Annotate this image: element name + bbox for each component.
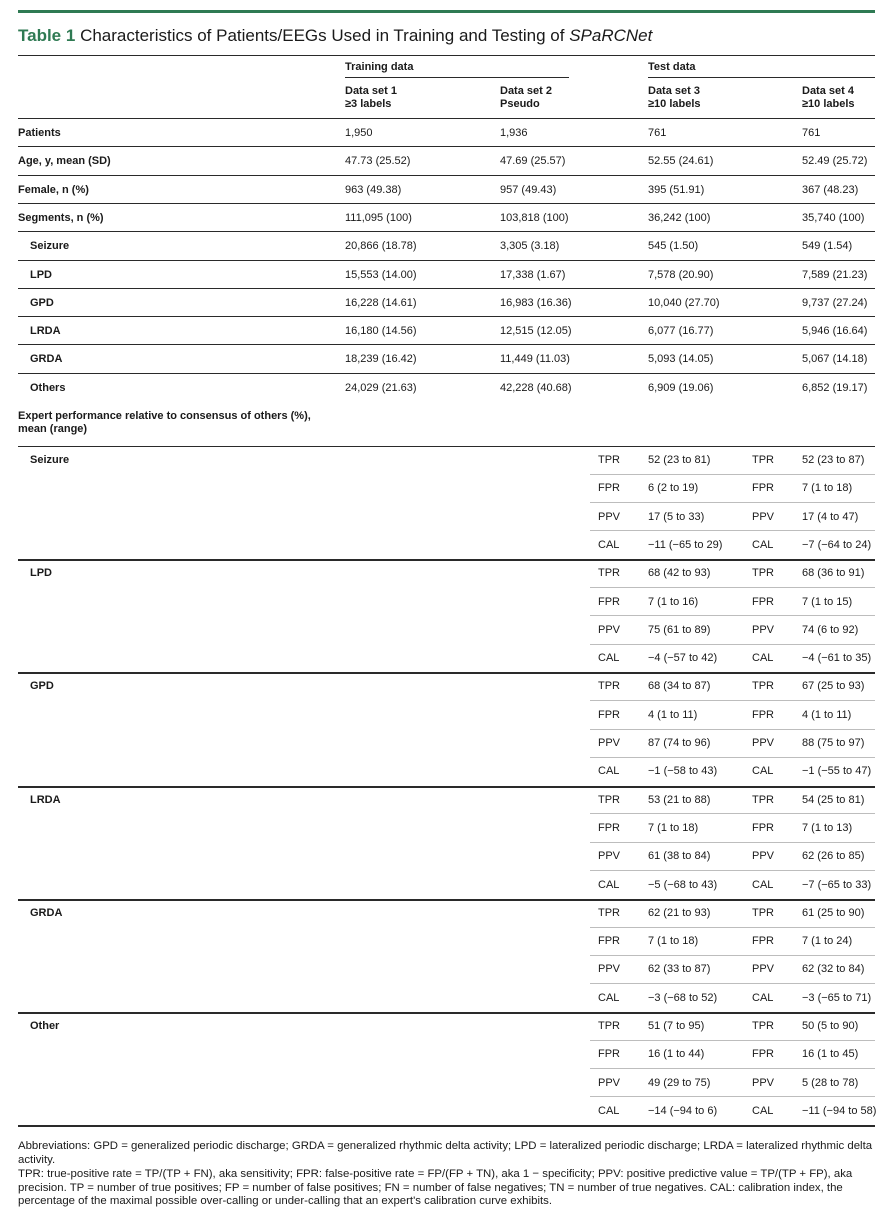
metric-value-ds4: 61 (25 to 90) xyxy=(802,907,865,919)
metric-value-ds4: 7 (1 to 18) xyxy=(802,482,853,494)
cell-ds2: 42,228 (40.68) xyxy=(500,381,572,394)
cell-ds2: 1,936 xyxy=(500,127,528,139)
metric-value-ds3: 6 (2 to 19) xyxy=(648,482,699,494)
metric-name-ds3: FPR xyxy=(598,482,620,494)
metric-name-ds3: PPV xyxy=(598,624,621,636)
table-title-italic: SPaRCNet xyxy=(569,26,653,45)
metric-value-ds3: 62 (33 to 87) xyxy=(648,963,711,975)
expert-heading-line2: mean (range) xyxy=(18,423,88,435)
cell-ds4: 5,946 (16.64) xyxy=(802,325,868,338)
metric-rule xyxy=(590,530,875,531)
row-label: GRDA xyxy=(30,353,63,366)
metric-name-ds3: CAL xyxy=(598,1105,620,1117)
metric-name-ds3: TPR xyxy=(598,454,620,466)
metric-name-ds3: FPR xyxy=(598,596,620,608)
cell-ds2: 47.69 (25.57) xyxy=(500,155,566,168)
metric-name-ds4: PPV xyxy=(752,1077,775,1089)
metric-name-ds3: PPV xyxy=(598,511,621,523)
metric-rule xyxy=(590,870,875,871)
metric-rule xyxy=(590,615,875,616)
metric-value-ds4: 7 (1 to 13) xyxy=(802,822,853,834)
row-label: Age, y, mean (SD) xyxy=(18,155,111,168)
table-title-text: Characteristics of Patients/EEGs Used in Training and Testing of xyxy=(80,26,570,45)
metric-name-ds3: TPR xyxy=(598,794,620,806)
table-title xyxy=(18,26,652,46)
metric-name-ds3: TPR xyxy=(598,1020,620,1032)
metric-name-ds3: CAL xyxy=(598,765,620,777)
metric-value-ds3: 16 (1 to 44) xyxy=(648,1048,705,1060)
row-label: LPD xyxy=(30,268,52,281)
cell-ds3: 36,242 (100) xyxy=(648,211,711,224)
metric-rule xyxy=(590,757,875,758)
metric-value-ds3: 17 (5 to 33) xyxy=(648,511,705,523)
header-ds1-b: ≥3 labels xyxy=(345,98,392,110)
metric-value-ds4: 62 (26 to 85) xyxy=(802,850,865,862)
metric-value-ds3: −3 (−68 to 52) xyxy=(648,992,718,1004)
cell-ds3: 395 (51.91) xyxy=(648,183,705,196)
metric-name-ds3: FPR xyxy=(598,709,620,721)
metric-value-ds3: −4 (−57 to 42) xyxy=(648,652,718,664)
group-label: Other xyxy=(30,1020,60,1032)
cell-ds4: 6,852 (19.17) xyxy=(802,381,868,394)
cell-ds3: 6,909 (19.06) xyxy=(648,381,714,394)
group-label: GPD xyxy=(30,680,54,692)
cell-ds1: 1,950 xyxy=(345,127,373,139)
cell-ds4: 52.49 (25.72) xyxy=(802,155,868,168)
row-rule xyxy=(18,344,875,345)
row-rule xyxy=(18,175,875,176)
metric-name-ds3: FPR xyxy=(598,822,620,834)
cell-ds4: 761 xyxy=(802,127,821,139)
row-label: Female, n (%) xyxy=(18,183,89,196)
row-rule xyxy=(18,316,875,317)
metric-name-ds4: CAL xyxy=(752,879,774,891)
group-rule xyxy=(18,786,875,788)
metric-name-ds4: TPR xyxy=(752,454,774,466)
metric-value-ds4: −4 (−61 to 35) xyxy=(802,652,872,664)
metric-name-ds3: PPV xyxy=(598,737,621,749)
group-rule xyxy=(18,559,875,561)
metric-name-ds4: CAL xyxy=(752,652,774,664)
metric-name-ds3: FPR xyxy=(598,935,620,947)
metric-name-ds4: PPV xyxy=(752,737,775,749)
cell-ds3: 545 (1.50) xyxy=(648,240,699,253)
metric-name-ds3: CAL xyxy=(598,652,620,664)
metric-rule xyxy=(590,955,875,956)
metric-value-ds3: 61 (38 to 84) xyxy=(648,850,711,862)
metric-value-ds4: 54 (25 to 81) xyxy=(802,794,865,806)
metric-rule xyxy=(590,983,875,984)
metric-name-ds3: PPV xyxy=(598,850,621,862)
metric-name-ds4: PPV xyxy=(752,850,775,862)
metric-rule xyxy=(590,1040,875,1041)
cell-ds1: 16,228 (14.61) xyxy=(345,296,417,309)
metric-value-ds4: 88 (75 to 97) xyxy=(802,737,865,749)
metric-value-ds3: 4 (1 to 11) xyxy=(648,709,698,721)
group-rule xyxy=(18,1125,875,1127)
header-ds1-a: Data set 1 xyxy=(345,85,397,97)
metric-value-ds4: 7 (1 to 24) xyxy=(802,935,853,947)
row-rule xyxy=(18,373,875,374)
row-rule xyxy=(18,231,875,232)
header-test: Test data xyxy=(648,61,696,73)
row-label: Seizure xyxy=(30,240,70,253)
metric-value-ds3: 87 (74 to 96) xyxy=(648,737,711,749)
metric-rule xyxy=(590,474,875,475)
metric-name-ds4: TPR xyxy=(752,794,774,806)
metric-name-ds3: TPR xyxy=(598,907,620,919)
cell-ds1: 47.73 (25.52) xyxy=(345,155,411,168)
test-span-rule xyxy=(648,77,875,78)
metric-name-ds4: PPV xyxy=(752,624,775,636)
cell-ds4: 367 (48.23) xyxy=(802,183,859,196)
metric-name-ds4: PPV xyxy=(752,963,775,975)
group-rule xyxy=(18,899,875,901)
group-label: GRDA xyxy=(30,907,63,919)
metric-rule xyxy=(590,842,875,843)
cell-ds1: 111,095 (100) xyxy=(345,211,412,224)
metric-value-ds3: −1 (−58 to 43) xyxy=(648,765,718,777)
metric-name-ds3: PPV xyxy=(598,963,621,975)
table-number: Table 1 xyxy=(18,26,76,45)
metric-value-ds4: 74 (6 to 92) xyxy=(802,624,859,636)
metric-value-ds3: 62 (21 to 93) xyxy=(648,907,711,919)
row-label: Patients xyxy=(18,127,61,139)
metric-value-ds4: 4 (1 to 11) xyxy=(802,709,852,721)
metric-value-ds4: 17 (4 to 47) xyxy=(802,511,859,523)
metric-name-ds4: CAL xyxy=(752,539,774,551)
metric-value-ds3: 68 (42 to 93) xyxy=(648,567,711,579)
cell-ds1: 24,029 (21.63) xyxy=(345,381,417,394)
cell-ds3: 5,093 (14.05) xyxy=(648,353,714,366)
cell-ds2: 11,449 (11.03) xyxy=(500,353,570,366)
metric-name-ds3: TPR xyxy=(598,680,620,692)
metric-value-ds3: −5 (−68 to 43) xyxy=(648,879,718,891)
row-label: Segments, n (%) xyxy=(18,211,104,224)
metric-rule xyxy=(590,1068,875,1069)
metric-value-ds3: 7 (1 to 18) xyxy=(648,935,699,947)
cell-ds4: 5,067 (14.18) xyxy=(802,353,868,366)
metric-name-ds3: TPR xyxy=(598,567,620,579)
metric-name-ds3: PPV xyxy=(598,1077,621,1089)
expert-heading-line1: Expert performance relative to consensus of others (%), xyxy=(18,410,311,422)
metric-value-ds4: −7 (−64 to 24) xyxy=(802,539,872,551)
cell-ds4: 549 (1.54) xyxy=(802,240,853,253)
footnote-abbreviations: Abbreviations: GPD = generalized periodic discharge; GRDA = generalized rhythmic delta activity; LPD = lateralized periodic discharge; LRDA = lateralized rhythmic delta activity. xyxy=(18,1140,873,1166)
metric-name-ds4: CAL xyxy=(752,765,774,777)
metric-name-ds3: FPR xyxy=(598,1048,620,1060)
cell-ds1: 16,180 (14.56) xyxy=(345,325,417,338)
metric-name-ds4: FPR xyxy=(752,822,774,834)
metric-name-ds4: CAL xyxy=(752,1105,774,1117)
top-accent-bar xyxy=(18,10,875,13)
metric-value-ds3: 7 (1 to 16) xyxy=(648,596,699,608)
row-rule xyxy=(18,260,875,261)
header-ds2-b: Pseudo xyxy=(500,98,540,110)
metric-name-ds4: FPR xyxy=(752,1048,774,1060)
metric-value-ds3: 49 (29 to 75) xyxy=(648,1077,711,1089)
cell-ds2: 12,515 (12.05) xyxy=(500,325,572,338)
group-label: LRDA xyxy=(30,794,61,806)
cell-ds4: 9,737 (27.24) xyxy=(802,296,868,309)
metric-name-ds4: TPR xyxy=(752,680,774,692)
cell-ds4: 7,589 (21.23) xyxy=(802,268,868,281)
metric-rule xyxy=(590,502,875,503)
cell-ds3: 6,077 (16.77) xyxy=(648,325,714,338)
metric-value-ds3: 75 (61 to 89) xyxy=(648,624,711,636)
header-ds2-a: Data set 2 xyxy=(500,85,552,97)
metric-name-ds4: FPR xyxy=(752,709,774,721)
cell-ds1: 20,866 (18.78) xyxy=(345,240,417,253)
group-rule xyxy=(18,672,875,674)
cell-ds3: 761 xyxy=(648,127,667,139)
metric-value-ds3: 7 (1 to 18) xyxy=(648,822,699,834)
cell-ds3: 10,040 (27.70) xyxy=(648,296,720,309)
training-span-rule xyxy=(345,77,569,78)
metric-name-ds4: TPR xyxy=(752,907,774,919)
metric-value-ds4: 16 (1 to 45) xyxy=(802,1048,859,1060)
metric-value-ds4: 52 (23 to 87) xyxy=(802,454,865,466)
row-label: GPD xyxy=(30,296,54,309)
metric-rule xyxy=(590,587,875,588)
footnote-definitions: TPR: true-positive rate = TP/(TP + FN), aka sensitivity; FPR: false-positive rate = FP/(FP + TN), aka 1 − specificity; PPV: positive predictive value = TP/(TP + FP), aka precision. TP = number of true positives; FP = number of false positives; FN = number of false negatives; TN = number of true negatives. CAL: calibration index, the percentage of the maximal possible over-calling or under-calling that an expert's calibration curve exhibits. xyxy=(18,1168,853,1207)
metric-name-ds4: TPR xyxy=(752,1020,774,1032)
metric-name-ds4: FPR xyxy=(752,596,774,608)
metric-value-ds4: 67 (25 to 93) xyxy=(802,680,865,692)
row-rule xyxy=(18,288,875,289)
cell-ds3: 52.55 (24.61) xyxy=(648,155,714,168)
metric-value-ds4: 68 (36 to 91) xyxy=(802,567,865,579)
cell-ds1: 963 (49.38) xyxy=(345,183,402,196)
metric-value-ds4: −3 (−65 to 71) xyxy=(802,992,872,1004)
metric-value-ds4: −1 (−55 to 47) xyxy=(802,765,872,777)
metric-value-ds3: 68 (34 to 87) xyxy=(648,680,711,692)
cell-ds1: 15,553 (14.00) xyxy=(345,268,417,281)
metric-name-ds4: PPV xyxy=(752,511,775,523)
cell-ds2: 957 (49.43) xyxy=(500,183,557,196)
header-ds3-b: ≥10 labels xyxy=(648,98,701,110)
metric-value-ds3: −14 (−94 to 6) xyxy=(648,1105,718,1117)
cell-ds2: 16,983 (16.36) xyxy=(500,296,572,309)
row-rule xyxy=(18,203,875,204)
metric-rule xyxy=(590,1096,875,1097)
header-bottom-rule xyxy=(18,118,875,119)
metric-value-ds3: −11 (−65 to 29) xyxy=(648,539,723,551)
metric-name-ds3: CAL xyxy=(598,992,620,1004)
metric-rule xyxy=(590,729,875,730)
metric-name-ds4: TPR xyxy=(752,567,774,579)
metric-value-ds3: 53 (21 to 88) xyxy=(648,794,711,806)
cell-ds2: 3,305 (3.18) xyxy=(500,240,560,253)
metric-rule xyxy=(590,813,875,814)
metric-value-ds4: 5 (28 to 78) xyxy=(802,1077,859,1089)
header-ds4-b: ≥10 labels xyxy=(802,98,855,110)
metric-value-ds4: 50 (5 to 90) xyxy=(802,1020,859,1032)
metric-name-ds4: CAL xyxy=(752,992,774,1004)
metric-value-ds4: 7 (1 to 15) xyxy=(802,596,853,608)
metric-value-ds4: −11 (−94 to 58) xyxy=(802,1105,877,1117)
header-training: Training data xyxy=(345,61,414,73)
header-ds3-a: Data set 3 xyxy=(648,85,700,97)
metric-name-ds4: FPR xyxy=(752,482,774,494)
metric-value-ds4: 62 (32 to 84) xyxy=(802,963,865,975)
metric-value-ds3: 52 (23 to 81) xyxy=(648,454,711,466)
metric-rule xyxy=(590,644,875,645)
header-top-rule xyxy=(18,55,875,56)
group-label: Seizure xyxy=(30,454,70,466)
cell-ds2: 17,338 (1.67) xyxy=(500,268,566,281)
row-label: LRDA xyxy=(30,325,61,338)
cell-ds1: 18,239 (16.42) xyxy=(345,353,417,366)
header-ds4-a: Data set 4 xyxy=(802,85,854,97)
metric-name-ds3: CAL xyxy=(598,879,620,891)
cell-ds4: 35,740 (100) xyxy=(802,211,865,224)
metric-rule xyxy=(590,927,875,928)
row-label: Others xyxy=(30,381,66,394)
row-rule xyxy=(18,146,875,147)
group-rule xyxy=(18,1012,875,1014)
metric-value-ds4: −7 (−65 to 33) xyxy=(802,879,872,891)
cell-ds2: 103,818 (100) xyxy=(500,211,569,224)
group-label: LPD xyxy=(30,567,52,579)
metric-name-ds3: CAL xyxy=(598,539,620,551)
expert-heading-rule xyxy=(18,446,875,447)
cell-ds3: 7,578 (20.90) xyxy=(648,268,714,281)
metric-rule xyxy=(590,700,875,701)
metric-name-ds4: FPR xyxy=(752,935,774,947)
metric-value-ds3: 51 (7 to 95) xyxy=(648,1020,705,1032)
